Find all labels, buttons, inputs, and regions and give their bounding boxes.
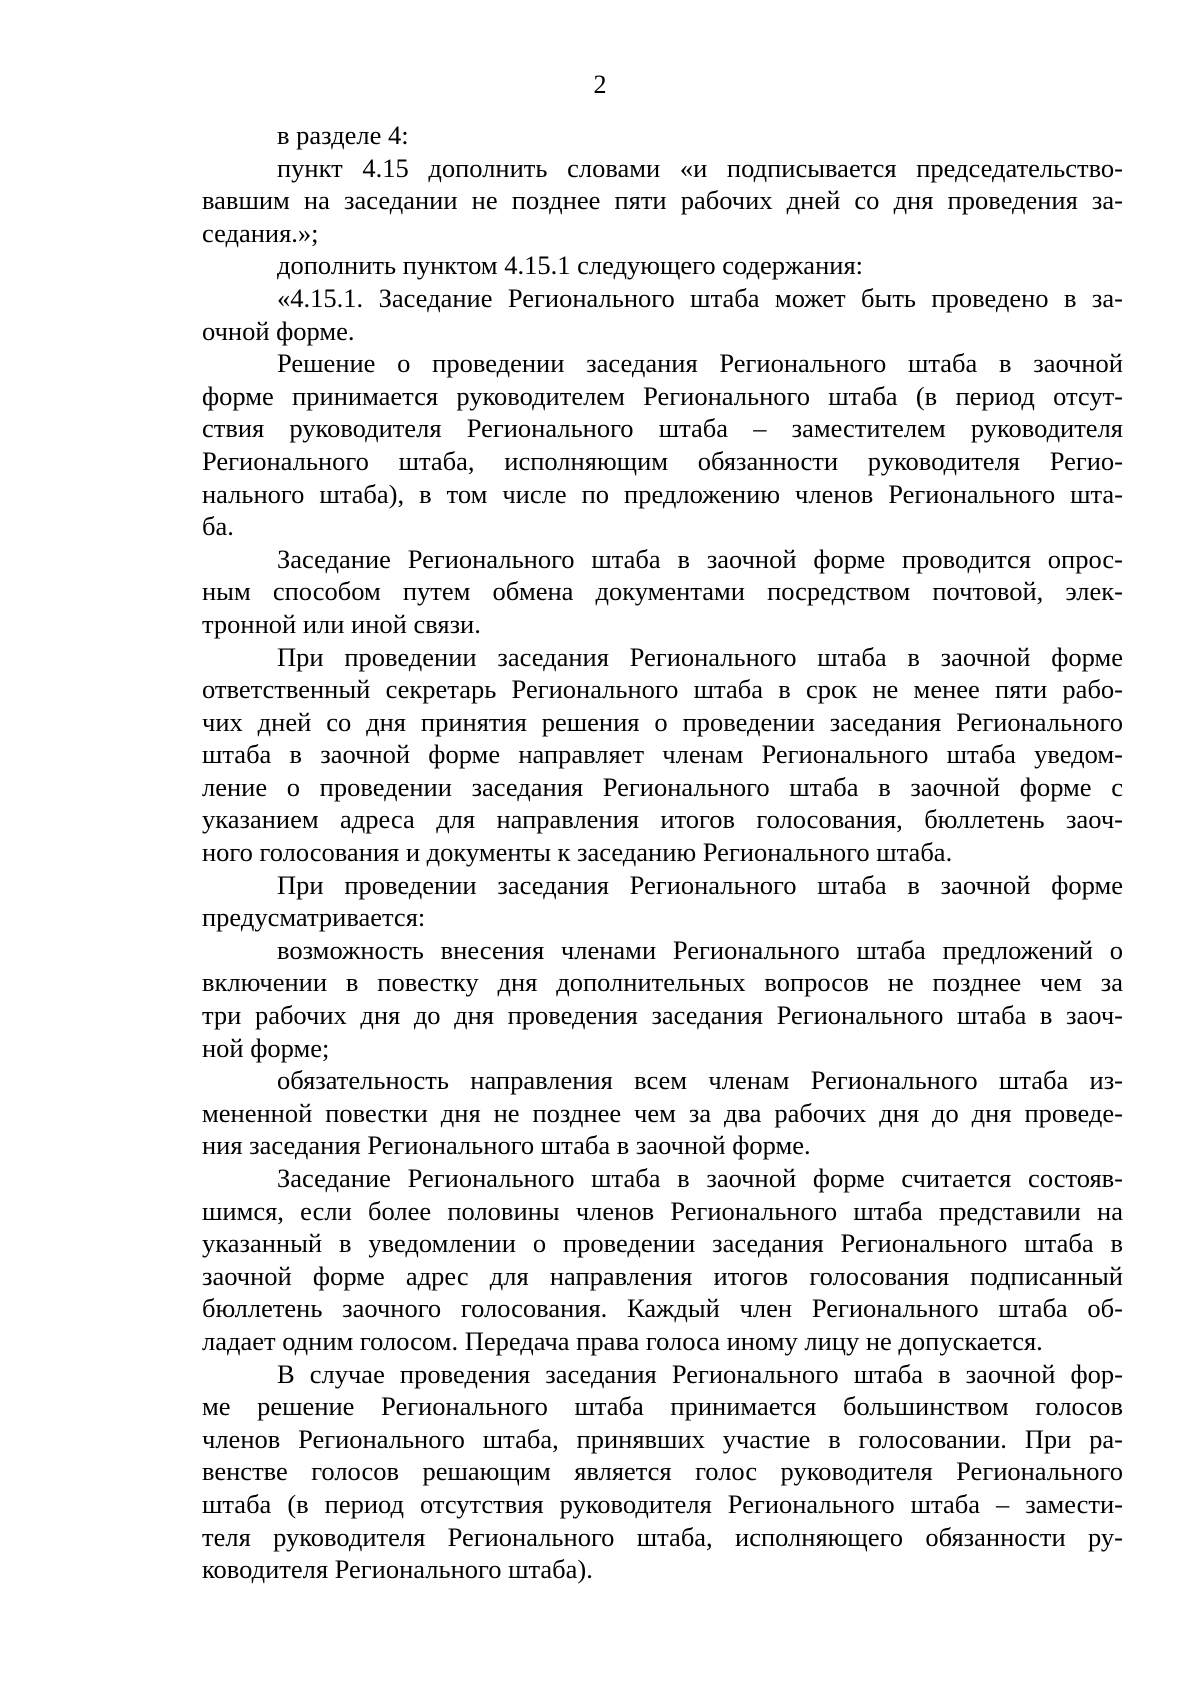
text-line: нального штаба), в том числе по предложению членов Регионального шта- bbox=[202, 478, 1123, 509]
paragraph-first-line: возможность внесения членами Регионального штаба предложений о bbox=[277, 934, 1123, 965]
text-line: бюллетень заочного голосования. Каждый член Регионального штаба об- bbox=[202, 1293, 1123, 1324]
text-line: седания.»; bbox=[202, 217, 319, 248]
paragraph-first-line: в разделе 4: bbox=[277, 120, 409, 150]
text-line: шимся, если более половины членов Регионального штаба представили на bbox=[202, 1195, 1123, 1226]
text-line: ной форме; bbox=[202, 1032, 330, 1063]
text-line: очной форме. bbox=[202, 315, 355, 346]
text-line: теля руководителя Регионального штаба, исполняющего обязанности ру- bbox=[202, 1521, 1123, 1552]
text-line: тронной или иной связи. bbox=[202, 608, 481, 639]
text-line: три рабочих дня до дня проведения заседания Регионального штаба в заоч- bbox=[202, 1000, 1123, 1031]
paragraph-first-line: «4.15.1. Заседание Регионального штаба может быть проведено в за- bbox=[277, 282, 1123, 313]
text-line: венстве голосов решающим является голос руководителя Регионального bbox=[202, 1456, 1123, 1487]
text-line: указанием адреса для направления итогов голосования, бюллетень заоч- bbox=[202, 804, 1123, 835]
text-line: мененной повестки дня не позднее чем за два рабочих дня до дня проведе- bbox=[202, 1097, 1123, 1128]
page-number: 2 bbox=[593, 70, 607, 99]
paragraph-first-line: Заседание Регионального штаба в заочной форме проводится опрос- bbox=[277, 543, 1123, 574]
paragraph-first-line: Решение о проведении заседания Регионального штаба в заочной bbox=[277, 348, 1123, 379]
text-line: ладает одним голосом. Передача права голоса иному лицу не допускается. bbox=[202, 1325, 1043, 1356]
text-line: заочной форме адрес для направления итогов голосования подписанный bbox=[202, 1260, 1123, 1291]
paragraph-first-line: В случае проведения заседания Регионального штаба в заочной фор- bbox=[277, 1358, 1123, 1389]
paragraph-first-line: пункт 4.15 дополнить словами «и подписывается председательство- bbox=[277, 152, 1123, 183]
paragraph-first-line: При проведении заседания Регионального штаба в заочной форме bbox=[277, 641, 1123, 672]
text-line: ствия руководителя Регионального штаба – заместителем руководителя bbox=[202, 413, 1123, 444]
text-line: указанный в уведомлении о проведении заседания Регионального штаба в bbox=[202, 1228, 1123, 1259]
text-line: ме решение Регионального штаба принимается большинством голосов bbox=[202, 1391, 1123, 1422]
text-line: форме принимается руководителем Регионального штаба (в период отсут- bbox=[202, 380, 1123, 411]
text-line: вавшим на заседании не позднее пяти рабочих дней со дня проведения за- bbox=[202, 185, 1123, 216]
text-line: Регионального штаба, исполняющим обязанности руководителя Регио- bbox=[202, 445, 1123, 476]
text-line: включении в повестку дня дополнительных вопросов не позднее чем за bbox=[202, 967, 1123, 998]
text-line: ния заседания Регионального штаба в заочной форме. bbox=[202, 1130, 811, 1161]
text-line: ответственный секретарь Регионального штаба в срок не менее пяти рабо- bbox=[202, 674, 1123, 705]
text-line: чих дней со дня принятия решения о проведении заседания Регионального bbox=[202, 706, 1123, 737]
document-body bbox=[202, 119, 1123, 1586]
paragraph-first-line: обязательность направления всем членам Регионального штаба из- bbox=[277, 1065, 1123, 1096]
text-line: членов Регионального штаба, принявших участие в голосовании. При ра- bbox=[202, 1423, 1123, 1454]
text-line: ба. bbox=[202, 511, 234, 542]
text-line: ководителя Регионального штаба). bbox=[202, 1554, 593, 1585]
text-line: штаба (в период отсутствия руководителя Регионального штаба – замести- bbox=[202, 1488, 1123, 1519]
text-line: ление о проведении заседания Регионального штаба в заочной форме с bbox=[202, 771, 1123, 802]
text-line: ного голосования и документы к заседанию Регионального штаба. bbox=[202, 837, 953, 868]
text-line: предусматривается: bbox=[202, 902, 426, 933]
text-line: штаба в заочной форме направляет членам Регионального штаба уведом- bbox=[202, 739, 1123, 770]
paragraph-first-line: дополнить пунктом 4.15.1 следующего содержания: bbox=[277, 250, 863, 281]
paragraph-first-line: Заседание Регионального штаба в заочной форме считается состояв- bbox=[277, 1163, 1123, 1193]
text-line: ным способом путем обмена документами посредством почтовой, элек- bbox=[202, 576, 1123, 607]
paragraph-first-line: При проведении заседания Регионального штаба в заочной форме bbox=[277, 869, 1123, 900]
